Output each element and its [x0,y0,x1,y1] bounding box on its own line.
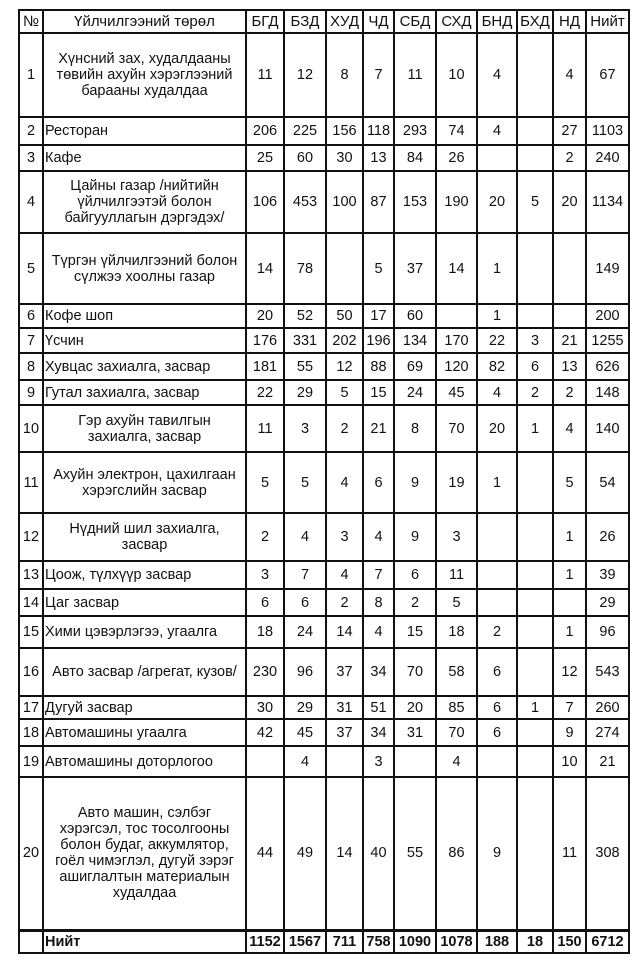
table-row [19,304,629,328]
cell-nd: 2 [553,380,586,405]
service-type-name: Үсчин [43,328,246,353]
row-number: 17 [19,696,43,719]
cell-bgd: 181 [246,353,284,380]
row-number: 10 [19,405,43,452]
cell-sbd: 8 [394,405,436,452]
cell-skhd: 10 [436,33,477,117]
cell-sbd: 11 [394,33,436,117]
row-number: 7 [19,328,43,353]
table-row [19,746,629,777]
cell-bgd: 230 [246,648,284,696]
cell-bnd: 20 [477,171,517,233]
cell-skhd: 14 [436,233,477,304]
cell-bkhd [517,145,553,171]
grand-total-chd: 758 [363,930,394,953]
row-number: 13 [19,561,43,589]
cell-chd: 8 [363,589,394,616]
cell-sbd: 2 [394,589,436,616]
service-type-name: Автомашины доторлогоо [43,746,246,777]
cell-bgd: 106 [246,171,284,233]
cell-row-total: 1103 [586,117,629,145]
table-row [19,353,629,380]
cell-skhd: 86 [436,777,477,930]
cell-bzd: 4 [284,513,326,561]
cell-row-total: 1255 [586,328,629,353]
cell-row-total: 626 [586,353,629,380]
cell-bnd: 6 [477,719,517,746]
cell-skhd: 170 [436,328,477,353]
row-number: 14 [19,589,43,616]
cell-bnd [477,746,517,777]
cell-sbd: 6 [394,561,436,589]
cell-nd: 27 [553,117,586,145]
cell-bnd: 22 [477,328,517,353]
cell-skhd: 19 [436,452,477,513]
header-col-bzd: БЗД [284,10,326,33]
cell-row-total: 29 [586,589,629,616]
cell-bkhd: 5 [517,171,553,233]
cell-nd: 4 [553,33,586,117]
cell-bnd [477,513,517,561]
cell-bnd: 82 [477,353,517,380]
cell-bkhd: 1 [517,405,553,452]
cell-chd: 5 [363,233,394,304]
cell-bgd: 20 [246,304,284,328]
cell-bnd: 6 [477,696,517,719]
grand-total-sbd: 1090 [394,930,436,953]
cell-bgd: 176 [246,328,284,353]
table-row [19,696,629,719]
grand-total-nd: 150 [553,930,586,953]
cell-chd: 13 [363,145,394,171]
service-type-name: Хүнсний зах, худалдааны төвийн ахуйн хэрэглээний барааны худалдаа [43,33,246,117]
cell-bkhd [517,561,553,589]
cell-skhd: 18 [436,616,477,648]
cell-bkhd [517,648,553,696]
cell-skhd: 45 [436,380,477,405]
cell-nd: 5 [553,452,586,513]
service-type-name: Гутал захиалга, засвар [43,380,246,405]
cell-bgd [246,746,284,777]
cell-bgd: 22 [246,380,284,405]
grand-total-bgd: 1152 [246,930,284,953]
cell-khud: 8 [326,33,363,117]
table-row [19,561,629,589]
cell-chd: 196 [363,328,394,353]
row-number: 9 [19,380,43,405]
cell-chd: 4 [363,616,394,648]
cell-nd: 11 [553,777,586,930]
cell-sbd: 9 [394,452,436,513]
row-number: 2 [19,117,43,145]
cell-khud: 100 [326,171,363,233]
service-type-name: Цаг засвар [43,589,246,616]
cell-nd: 1 [553,513,586,561]
cell-bkhd [517,233,553,304]
cell-bkhd [517,33,553,117]
cell-row-total: 200 [586,304,629,328]
cell-bgd: 2 [246,513,284,561]
cell-bnd [477,561,517,589]
table-row [19,33,629,117]
cell-nd: 12 [553,648,586,696]
cell-bkhd: 3 [517,328,553,353]
cell-nd: 13 [553,353,586,380]
header-col-chd: ЧД [363,10,394,33]
cell-khud: 14 [326,616,363,648]
cell-khud [326,746,363,777]
cell-bzd: 96 [284,648,326,696]
cell-bzd: 60 [284,145,326,171]
cell-khud: 31 [326,696,363,719]
cell-khud: 12 [326,353,363,380]
cell-sbd: 134 [394,328,436,353]
cell-row-total: 148 [586,380,629,405]
cell-row-total: 54 [586,452,629,513]
table-row [19,145,629,171]
cell-bzd: 24 [284,616,326,648]
row-number: 5 [19,233,43,304]
cell-skhd: 58 [436,648,477,696]
cell-bkhd [517,719,553,746]
row-number: 15 [19,616,43,648]
cell-chd: 4 [363,513,394,561]
header-col-bgd: БГД [246,10,284,33]
cell-bkhd: 1 [517,696,553,719]
service-type-name: Автомашины угаалга [43,719,246,746]
cell-bnd: 4 [477,380,517,405]
cell-khud: 202 [326,328,363,353]
cell-skhd: 11 [436,561,477,589]
cell-bzd: 78 [284,233,326,304]
table-row [19,405,629,452]
cell-khud: 30 [326,145,363,171]
header-col-bkhd: БХД [517,10,553,33]
cell-skhd: 26 [436,145,477,171]
cell-bgd: 14 [246,233,284,304]
service-type-name: Ресторан [43,117,246,145]
cell-chd: 21 [363,405,394,452]
cell-sbd: 60 [394,304,436,328]
cell-khud [326,233,363,304]
cell-row-total: 308 [586,777,629,930]
cell-bzd: 29 [284,696,326,719]
cell-chd: 40 [363,777,394,930]
cell-row-total: 21 [586,746,629,777]
cell-chd: 3 [363,746,394,777]
cell-bgd: 42 [246,719,284,746]
cell-sbd: 293 [394,117,436,145]
grand-total-label: Нийт [43,930,246,953]
cell-row-total: 274 [586,719,629,746]
cell-bzd: 3 [284,405,326,452]
cell-bnd: 2 [477,616,517,648]
table-row [19,616,629,648]
cell-nd: 9 [553,719,586,746]
cell-chd: 51 [363,696,394,719]
cell-bgd: 18 [246,616,284,648]
service-type-name: Хими цэвэрлэгээ, угаалга [43,616,246,648]
service-type-name: Кафе [43,145,246,171]
table-row [19,777,629,930]
service-type-name: Ахуйн электрон, цахилгаан хэрэгслийн засвар [43,452,246,513]
header-col-nd: НД [553,10,586,33]
cell-row-total: 240 [586,145,629,171]
cell-bzd: 52 [284,304,326,328]
cell-bzd: 45 [284,719,326,746]
cell-bgd: 11 [246,405,284,452]
cell-bzd: 453 [284,171,326,233]
cell-bzd: 5 [284,452,326,513]
cell-sbd: 31 [394,719,436,746]
cell-bgd: 206 [246,117,284,145]
cell-sbd: 24 [394,380,436,405]
cell-chd: 7 [363,561,394,589]
cell-nd: 1 [553,616,586,648]
cell-bnd: 4 [477,33,517,117]
cell-row-total: 1134 [586,171,629,233]
cell-sbd: 20 [394,696,436,719]
cell-bnd [477,145,517,171]
grand-total-skhd: 1078 [436,930,477,953]
cell-row-total: 67 [586,33,629,117]
row-number: 18 [19,719,43,746]
cell-bgd: 44 [246,777,284,930]
service-type-name: Дугуй засвар [43,696,246,719]
cell-bgd: 30 [246,696,284,719]
cell-sbd: 153 [394,171,436,233]
cell-chd: 6 [363,452,394,513]
cell-sbd: 55 [394,777,436,930]
cell-khud: 14 [326,777,363,930]
header-col-service-type: Үйлчилгээний төрөл [43,10,246,33]
cell-sbd: 9 [394,513,436,561]
header-row [19,10,629,33]
table-row [19,171,629,233]
table-row [19,233,629,304]
cell-nd: 10 [553,746,586,777]
grand-total-bnd: 188 [477,930,517,953]
table-row [19,719,629,746]
cell-skhd: 120 [436,353,477,380]
row-number: 3 [19,145,43,171]
cell-sbd: 69 [394,353,436,380]
cell-khud: 50 [326,304,363,328]
row-number: 8 [19,353,43,380]
row-number: 1 [19,33,43,117]
cell-bkhd: 6 [517,353,553,380]
cell-khud: 2 [326,405,363,452]
cell-skhd: 74 [436,117,477,145]
cell-khud: 37 [326,719,363,746]
cell-skhd: 70 [436,405,477,452]
grand-total-overall: 6712 [586,930,629,953]
row-number: 20 [19,777,43,930]
row-number: 6 [19,304,43,328]
table-row [19,380,629,405]
cell-chd: 17 [363,304,394,328]
cell-chd: 15 [363,380,394,405]
service-type-name: Цайны газар /нийтийн үйлчилгээтэй болон байгууллагын дэргэдэх/ [43,171,246,233]
cell-nd: 1 [553,561,586,589]
cell-sbd: 70 [394,648,436,696]
cell-skhd: 190 [436,171,477,233]
cell-nd: 20 [553,171,586,233]
cell-nd: 7 [553,696,586,719]
row-number: 19 [19,746,43,777]
cell-bzd: 225 [284,117,326,145]
cell-bkhd [517,616,553,648]
cell-khud: 3 [326,513,363,561]
cell-khud: 156 [326,117,363,145]
cell-bkhd: 2 [517,380,553,405]
cell-row-total: 96 [586,616,629,648]
cell-nd: 4 [553,405,586,452]
cell-skhd [436,304,477,328]
row-number: 16 [19,648,43,696]
service-type-name: Нүдний шил захиалга, засвар [43,513,246,561]
header-col-number: № [19,10,43,33]
cell-chd: 7 [363,33,394,117]
cell-bzd: 331 [284,328,326,353]
header-col-sbd: СБД [394,10,436,33]
cell-bzd: 29 [284,380,326,405]
cell-khud: 5 [326,380,363,405]
cell-chd: 34 [363,648,394,696]
cell-bgd: 25 [246,145,284,171]
cell-nd [553,233,586,304]
cell-bzd: 55 [284,353,326,380]
cell-row-total: 140 [586,405,629,452]
cell-nd [553,304,586,328]
cell-nd: 2 [553,145,586,171]
service-type-name: Цоож, түлхүүр засвар [43,561,246,589]
cell-bgd: 6 [246,589,284,616]
cell-chd: 34 [363,719,394,746]
cell-row-total: 26 [586,513,629,561]
grand-total-khud: 711 [326,930,363,953]
cell-sbd [394,746,436,777]
service-type-name: Кофе шоп [43,304,246,328]
empty-number-cell [19,930,43,953]
table-row [19,117,629,145]
grand-total-row [19,930,629,953]
cell-bkhd [517,513,553,561]
cell-bnd: 1 [477,452,517,513]
cell-khud: 4 [326,452,363,513]
table-row [19,648,629,696]
cell-bzd: 7 [284,561,326,589]
header-col-khud: ХУД [326,10,363,33]
table-row [19,328,629,353]
cell-chd: 88 [363,353,394,380]
header-col-bnd: БНД [477,10,517,33]
cell-bkhd [517,452,553,513]
cell-row-total: 39 [586,561,629,589]
cell-row-total: 260 [586,696,629,719]
cell-row-total: 543 [586,648,629,696]
cell-bzd: 12 [284,33,326,117]
cell-bkhd [517,589,553,616]
cell-skhd: 4 [436,746,477,777]
row-number: 11 [19,452,43,513]
cell-chd: 118 [363,117,394,145]
cell-khud: 2 [326,589,363,616]
cell-skhd: 3 [436,513,477,561]
table-row [19,589,629,616]
cell-bkhd [517,777,553,930]
grand-total-bzd: 1567 [284,930,326,953]
table-row [19,452,629,513]
cell-sbd: 37 [394,233,436,304]
cell-skhd: 70 [436,719,477,746]
cell-bzd: 4 [284,746,326,777]
header-col-total: Нийт [586,10,629,33]
cell-bgd: 11 [246,33,284,117]
row-number: 4 [19,171,43,233]
cell-bnd: 6 [477,648,517,696]
cell-skhd: 5 [436,589,477,616]
cell-chd: 87 [363,171,394,233]
service-statistics-table [18,9,630,954]
cell-nd: 21 [553,328,586,353]
cell-bkhd [517,304,553,328]
cell-bnd: 1 [477,304,517,328]
cell-sbd: 84 [394,145,436,171]
service-type-name: Авто засвар /агрегат, кузов/ [43,648,246,696]
cell-bgd: 5 [246,452,284,513]
cell-bnd: 1 [477,233,517,304]
service-type-name: Авто машин, сэлбэг хэрэгсэл, тос тосолгооны болон будаг, аккумлятор, гоёл чимэглэл, дугуй зэрэг ашиглалтын материалын худалдаа [43,777,246,930]
cell-khud: 4 [326,561,363,589]
service-type-name: Түргэн үйлчилгээний болон сүлжээ хоолны газар [43,233,246,304]
cell-bnd: 4 [477,117,517,145]
cell-bkhd [517,746,553,777]
cell-bkhd [517,117,553,145]
cell-khud: 37 [326,648,363,696]
cell-bzd: 49 [284,777,326,930]
cell-bnd [477,589,517,616]
cell-row-total: 149 [586,233,629,304]
row-number: 12 [19,513,43,561]
service-type-name: Хувцас захиалга, засвар [43,353,246,380]
service-type-name: Гэр ахуйн тавилгын захиалга, засвар [43,405,246,452]
grand-total-bkhd: 18 [517,930,553,953]
cell-bnd: 9 [477,777,517,930]
cell-bgd: 3 [246,561,284,589]
cell-bzd: 6 [284,589,326,616]
cell-bnd: 20 [477,405,517,452]
cell-sbd: 15 [394,616,436,648]
cell-nd [553,589,586,616]
header-col-skhd: СХД [436,10,477,33]
table-row [19,513,629,561]
cell-skhd: 85 [436,696,477,719]
